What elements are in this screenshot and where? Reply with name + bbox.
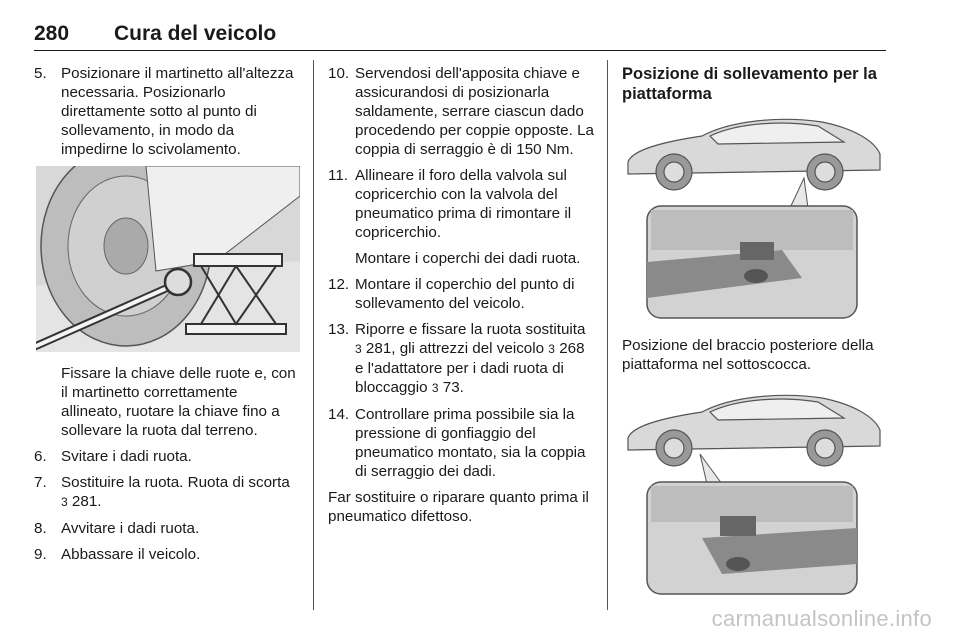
step-5: 5. Posizionare il martinetto all'altezza necessaria. Posizionarlo direttamente sotto al punto di sollevamento, in modo da impedirne lo scivolamento. [34, 65, 294, 158]
section-heading: Posizione di sollevamento per la piattaforma [622, 65, 877, 103]
car-icon [628, 119, 880, 190]
paragraph: Fissare la chiave delle ruote e, con il martinetto correttamente allineato, ruotare la chiave fino a sollevare la ruota dal terreno. [61, 365, 296, 439]
jack-illustration [36, 166, 300, 352]
page-number: 280 [34, 22, 70, 45]
figure-caption: Posizione del braccio posteriore della piattaforma nel sottoscocca. [622, 337, 874, 373]
step-9: 9. Abbassare il veicolo. [34, 546, 201, 563]
step-8: 8. Avvitare i dadi ruota. [34, 520, 200, 537]
page-ref[interactable]: 281. [71, 493, 102, 510]
arrow-icon: 3 [61, 495, 68, 509]
step-14: 14. Controllare prima possibile sia la pressione di gonfiaggio del pneumatico montato, sia la coppia di serraggio dei dadi. [328, 406, 586, 480]
lift-arm-icon [647, 206, 857, 318]
column-3 [622, 64, 886, 610]
step-6: 6. Svitare i dadi ruota. [34, 448, 192, 465]
step-10: 10. Servendosi dell'apposita chiave e assicurandosi di posizionarla saldamente, serrare ciascun dado procedendo per coppie opposte. La coppia di serraggio è di 150 Nm. [328, 65, 594, 158]
column-2 [328, 64, 594, 533]
watermark: carmanualsonline.info [711, 606, 932, 631]
column-divider [607, 60, 608, 610]
arrow-icon: 3 [431, 381, 439, 395]
closing-paragraph: Far sostituire o riparare quanto prima il pneumatico difettoso. [328, 489, 589, 525]
page-ref[interactable]: 268 e l'adattatore per i dadi ruota di bloccaggio [355, 340, 585, 396]
lift-point-illustration-1 [622, 112, 884, 322]
arrow-icon: 3 [548, 342, 555, 356]
lift-arm-icon [647, 482, 857, 594]
arrow-icon: 3 [355, 342, 362, 356]
step-11-note: Montare i coperchi dei dadi ruota. [355, 250, 581, 267]
page-ref[interactable]: 281, gli attrezzi del veicolo [365, 340, 545, 357]
page-header [34, 22, 886, 51]
lift-point-illustration-2 [622, 388, 884, 598]
step-13: 13. Riporre e fissare la ruota sostituita 3 281, gli attrezzi del veicolo 3 268 e l'adattatore per i dadi ruota di bloccaggio 3 73. [328, 321, 586, 396]
page-ref[interactable]: 73. [442, 379, 464, 396]
car-icon [628, 395, 880, 466]
step-7: 7. Sostituire la ruota. Ruota di scorta 3 281. [34, 474, 290, 510]
step-12: 12. Montare il coperchio del punto di sollevamento del veicolo. [328, 276, 575, 312]
step-text: Posizionare il martinetto all'altezza necessaria. Posizionarlo direttamente sotto al punto di sollevamento, in modo da impedirne lo scivolamento. [61, 65, 294, 158]
step-11: 11. Allineare il foro della valvola sul copricerchio con la valvola del pneumatico prima di rimontare il copricerchio. [328, 167, 572, 241]
column-divider [313, 60, 314, 610]
page-title: Cura del veicolo [114, 22, 277, 45]
column-1 [34, 64, 300, 571]
